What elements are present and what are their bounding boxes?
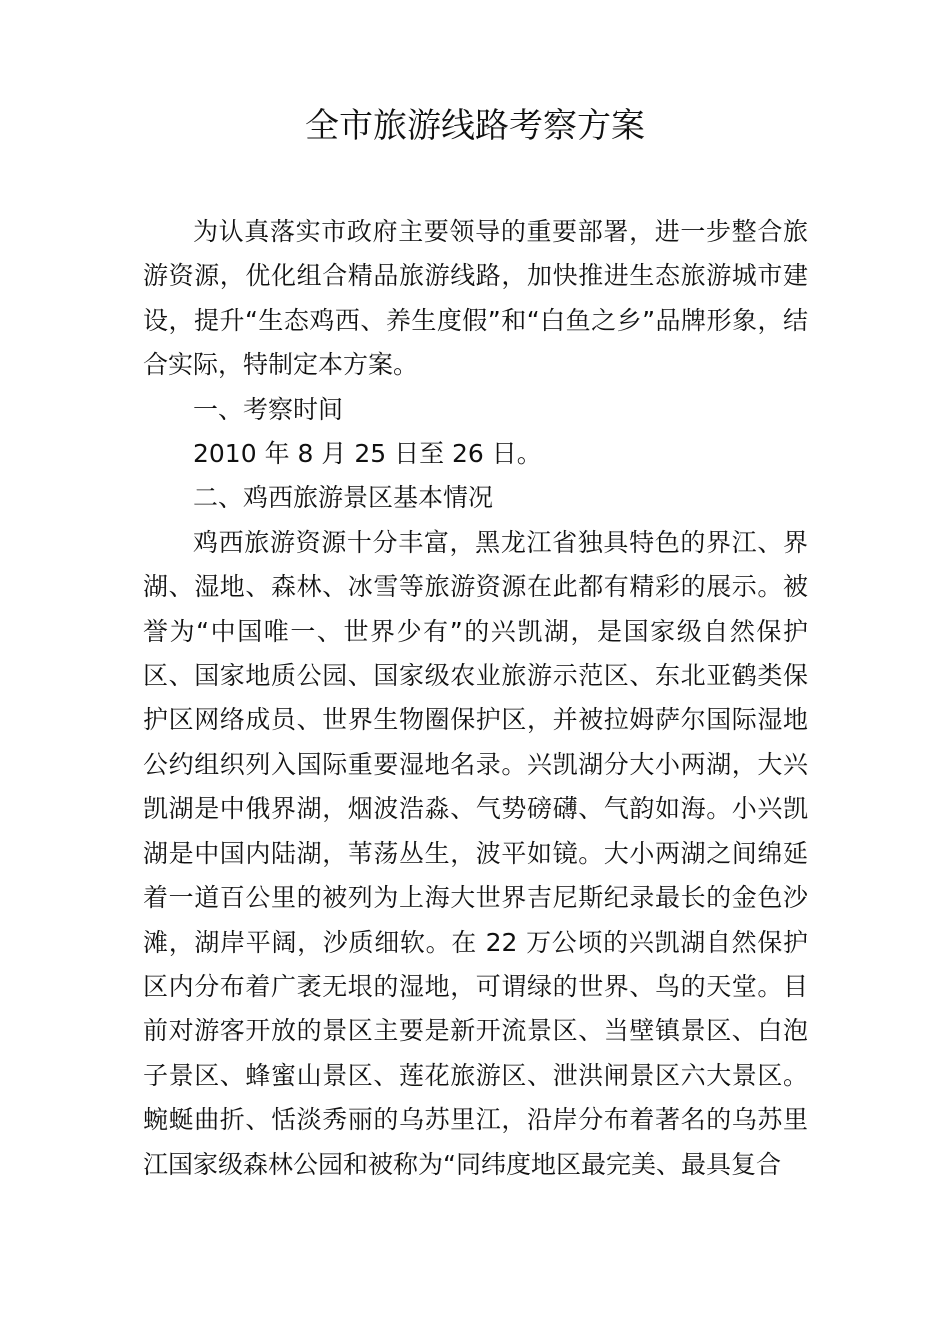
intro-paragraph: 为认真落实市政府主要领导的重要部署，进一步整合旅游资源，优化组合精品旅游线路，加快推进生态旅游城市建设，提升“生态鸡西、养生度假”和“白鱼之乡”品牌形象，结合实际，特制定本方案。 — [143, 217, 808, 380]
section-2-heading: 二、鸡西旅游景区基本情况 — [193, 483, 494, 513]
document-title: 全市旅游线路考察方案 — [305, 106, 645, 146]
section-1-heading: 一、考察时间 — [193, 394, 344, 424]
document-body — [143, 210, 808, 1187]
section-2-paragraph: 鸡西旅游资源十分丰富，黑龙江省独具特色的界江、界湖、湿地、森林、冰雪等旅游资源在此都有精彩的展示。被誉为“中国唯一、世界少有”的兴凯湖，是国家级自然保护区、国家地质公园、国家级农业旅游示范区、东北亚鹤类保护区网络成员、世界生物圈保护区，并被拉姆萨尔国际湿地公约组织列入国际重要湿地名录。兴凯湖分大小两湖，大兴凯湖是中俄界湖，烟波浩淼、气势磅礴、气韵如海。小兴凯湖是中国内陆湖，苇荡丛生，波平如镜。大小两湖之间绵延着一道百公里的被列为上海大世界吉尼斯纪录最长的金色沙滩，湖岸平阔，沙质细软。在 22 万公顷的兴凯湖自然保护区内分布着广袤无垠的湿地，可谓绿的世界、鸟的天堂。目前对游客开放的景区主要是新开流景区、当壁镇景区、白泡子景区、蜂蜜山景区、莲花旅游区、泄洪闸景区六大景区。蜿蜒曲折、恬淡秀丽的乌苏里江，沿岸分布着著名的乌苏里江国家级森林公园和被称为“同纬度地区最完美、最具复合 — [143, 527, 808, 1179]
section-1-paragraph: 2010 年 8 月 25 日至 26 日。 — [193, 439, 542, 469]
